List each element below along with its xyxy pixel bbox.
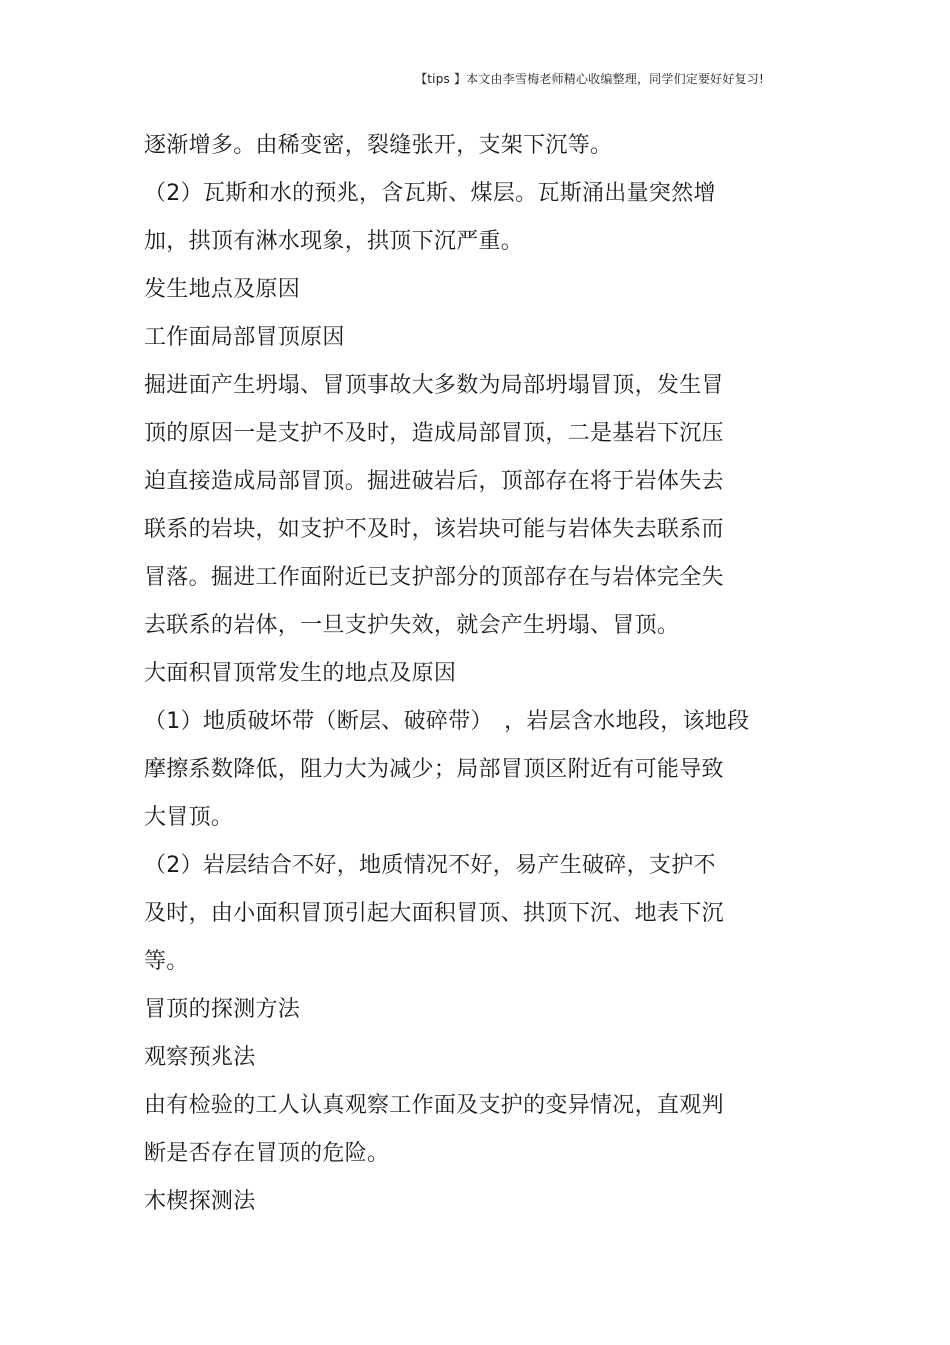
section-heading: 观察预兆法 xyxy=(144,1045,256,1070)
paragraph-line: 加，拱顶有淋水现象，拱顶下沉严重。 xyxy=(144,229,524,254)
paragraph-line: （1）地质破坏带（断层、破碎带） ，岩层含水地段，该地段 xyxy=(144,709,750,734)
section-heading: 大面积冒顶常发生的地点及原因 xyxy=(144,661,457,686)
document-body xyxy=(144,126,824,1230)
paragraph-line: 断是否存在冒顶的危险。 xyxy=(144,1141,390,1166)
paragraph-line: 联系的岩块，如支护不及时，该岩块可能与岩体失去联系而 xyxy=(144,517,724,542)
paragraph-line: 摩擦系数降低，阻力大为减少；局部冒顶区附近有可能导致 xyxy=(144,757,724,782)
section-heading: 发生地点及原因 xyxy=(144,277,301,302)
paragraph-line: （2）瓦斯和水的预兆，含瓦斯、煤层。瓦斯涌出量突然增 xyxy=(144,181,716,206)
section-heading: 冒顶的探测方法 xyxy=(144,997,301,1022)
paragraph-line: 由有检验的工人认真观察工作面及支护的变异情况，直观判 xyxy=(144,1093,724,1118)
header-tip: 【tips 】本文由李雪梅老师精心收编整理，同学们定要好好复习! xyxy=(415,72,764,86)
paragraph-line: 去联系的岩体，一旦支护失效，就会产生坍塌、冒顶。 xyxy=(144,613,680,638)
paragraph-line: 迫直接造成局部冒顶。掘进破岩后，顶部存在将于岩体失去 xyxy=(144,469,724,494)
paragraph-line: （2）岩层结合不好，地质情况不好，易产生破碎，支护不 xyxy=(144,853,716,878)
paragraph-line: 及时，由小面积冒顶引起大面积冒顶、拱顶下沉、地表下沉 xyxy=(144,901,724,926)
paragraph-line: 大冒顶。 xyxy=(144,805,234,830)
paragraph-line: 逐渐增多。由稀变密，裂缝张开，支架下沉等。 xyxy=(144,133,613,158)
paragraph-line: 掘进面产生坍塌、冒顶事故大多数为局部坍塌冒顶，发生冒 xyxy=(144,373,724,398)
section-heading: 工作面局部冒顶原因 xyxy=(144,325,345,350)
paragraph-line: 等。 xyxy=(144,949,189,974)
section-heading: 木楔探测法 xyxy=(144,1189,256,1214)
paragraph-line: 顶的原因一是支护不及时，造成局部冒顶，二是基岩下沉压 xyxy=(144,421,724,446)
paragraph-line: 冒落。掘进工作面附近已支护部分的顶部存在与岩体完全失 xyxy=(144,565,724,590)
